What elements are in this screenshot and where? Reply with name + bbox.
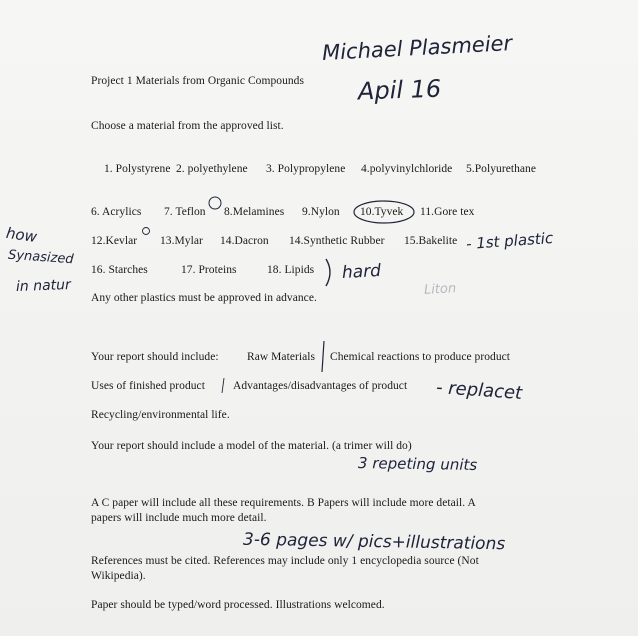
handwritten-margin-note: in natur bbox=[15, 277, 72, 295]
material-item: 12.Kevlar bbox=[91, 235, 138, 247]
references-text: Wikipedia). bbox=[91, 570, 146, 582]
circle-mark bbox=[143, 228, 150, 235]
typed-requirement: Paper should be typed/word processed. Illustrations welcomed. bbox=[91, 599, 385, 611]
model-requirement: Your report should include a model of the material. (a trimer will do) bbox=[91, 440, 412, 452]
handwritten-note: hard bbox=[341, 260, 382, 284]
material-item: 14.Dacron bbox=[220, 235, 269, 247]
material-item: 2. polyethylene bbox=[176, 163, 248, 175]
references-text: References must be cited. References may include only 1 encyclopedia source (Not bbox=[91, 555, 479, 567]
material-item: 6. Acrylics bbox=[91, 206, 142, 218]
handwritten-margin-note: how bbox=[4, 223, 39, 247]
material-item: 7. Teflon bbox=[164, 206, 206, 218]
handwritten-note: - 1st plastic bbox=[465, 228, 554, 254]
handwritten-note: 3 repeting units bbox=[357, 453, 478, 475]
material-item: 17. Proteins bbox=[181, 264, 237, 276]
handwritten-name: Michael Plasmeier bbox=[321, 31, 513, 65]
document-title: Project 1 Materials from Organic Compounds bbox=[91, 75, 305, 87]
divider-mark bbox=[322, 341, 324, 372]
material-item: 14.Synthetic Rubber bbox=[289, 235, 385, 247]
material-item: 13.Mylar bbox=[160, 235, 203, 247]
material-item: 3. Polypropylene bbox=[266, 163, 346, 175]
approval-note: Any other plastics must be approved in advance. bbox=[91, 292, 317, 304]
handwritten-date: Apil 16 bbox=[357, 74, 442, 106]
material-item: 1. Polystyrene bbox=[104, 163, 171, 175]
circle-mark bbox=[209, 197, 221, 209]
report-item: Advantages/disadvantages of product bbox=[233, 380, 408, 392]
grading-text: papers will include much more detail. bbox=[91, 512, 267, 524]
material-item: 18. Lipids bbox=[267, 264, 315, 276]
grading-text: A C paper will include all these requirements. B Papers will include more detail. A bbox=[91, 497, 476, 509]
material-item: 11.Gore tex bbox=[420, 206, 475, 218]
material-item: 10.Tyvek bbox=[360, 206, 404, 218]
handwritten-note: Liton bbox=[423, 281, 457, 298]
material-item: 4.polyvinylchloride bbox=[361, 163, 453, 175]
choose-instruction: Choose a material from the approved list. bbox=[91, 120, 284, 132]
material-item: 8.Melamines bbox=[224, 206, 285, 218]
report-item: Uses of finished product bbox=[91, 380, 205, 392]
material-item: 9.Nylon bbox=[302, 206, 340, 218]
handwritten-note: 3-6 pages w/ pics+illustrations bbox=[242, 529, 506, 555]
report-item: Raw Materials bbox=[247, 351, 316, 363]
handwritten-margin-note: Synasized bbox=[7, 247, 75, 268]
bracket-mark bbox=[326, 259, 330, 286]
handwritten-note: - replacet bbox=[435, 377, 523, 404]
report-item: Chemical reactions to produce product bbox=[330, 351, 511, 363]
material-item: 16. Starches bbox=[91, 264, 148, 276]
divider-mark bbox=[222, 378, 224, 393]
report-intro: Your report should include: bbox=[91, 351, 219, 363]
report-item: Recycling/environmental life. bbox=[91, 409, 230, 421]
material-item: 5.Polyurethane bbox=[466, 163, 537, 175]
material-item: 15.Bakelite bbox=[404, 235, 458, 247]
